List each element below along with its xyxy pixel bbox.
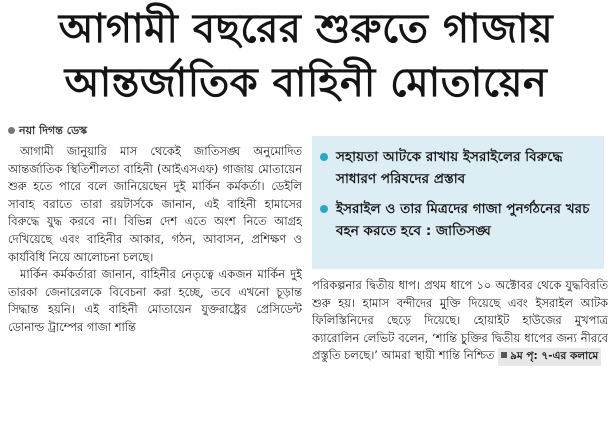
continuation-jump-text: ৯ম পৃ: ৭-এর কলামে [510,350,599,363]
article-column-left [8,143,302,435]
byline-bullet-icon [8,127,15,134]
byline [8,124,87,138]
article-paragraph-3-text: পরিকল্পনার দ্বিতীয় ধাপ। প্রথম ধাপে ১০ অক্টোবর থেকে যুদ্ধবিরতি শুরু হয়। হামাস বন্দীদের মুক্তি দিয়েছে এবং ইসরাইল আটক ফিলিস্তিনিদের ছেড়ে দিয়েছে। হোয়াইট হাউজের মুখপাত্র ক্যারোলিন লেভিট বলেন, ‘শান্তি চুক্তির দ্বিতীয় ধাপের জন্য নীরবে প্রস্তুতি চলছে।’ আমরা স্থায়ী শান্তি নিশ্চিত [312,278,608,363]
square-bullet-icon [501,352,507,358]
bullet-icon [320,153,328,161]
byline-text: নয়া দিগন্ত ডেস্ক [19,124,88,137]
highlight-item-text: সহায়তা আটকে রাখায় ইসরাইলের বিরুদ্ধে সাধারণ পরিষদের প্রস্তাব [336,149,563,187]
continuation-jump-link[interactable] [498,348,601,366]
headline-line-1: আগামী বছরের শুরুতে গাজায় [58,6,554,52]
headline [8,2,604,110]
headline-line-2: আন্তর্জাতিক বাহিনী মোতায়েন [64,60,548,106]
highlight-item [320,198,594,242]
article-column-right [312,277,608,435]
article-paragraph-3 [312,277,608,366]
article-paragraph-2: মার্কিন কর্মকর্তারা জানান, বাহিনীর নেতৃত্বে একজন মার্কিন দুই তারকা জেনারেলকে বিবেচনা করা হচ্ছে, তবে এখনো চূড়ান্ত সিদ্ধান্ত হয়নি। এই বাহিনী মোতায়েন যুক্তরাষ্ট্রের প্রেসিডেন্ট ডোনাল্ড ট্রাম্পের গাজা শান্তি [8,267,302,334]
highlight-box [312,136,604,269]
bullet-icon [320,205,328,213]
highlight-item [320,146,594,190]
highlight-item-text: ইসরাইল ও তার মিত্রদের গাজা পুনর্গঠনের খরচ বহন করতে হবে : জাতিসঙ্ঘ [336,201,590,239]
article-paragraph-1: আগামী জানুয়ারি মাস থেকেই জাতিসঙ্ঘ অনুমোদিত আন্তর্জাতিক স্থিতিশীলতা বাহিনী (আইএসএফ) গাজায় মোতায়েন শুরু হতে পারে বলে জানিয়েছেন দুই মার্কিন কর্মকর্তা। ডেইলি সাবাহ বরাতে তারা রয়টার্সকে জানান, এই বাহিনী হামাসের বিরুদ্ধে যুদ্ধ করবে না। বিভিন্ন দেশ এতে অংশ নিতে আগ্রহ দেখিয়েছে এবং বাহিনীর আকার, গঠন, আবাসন, প্রশিক্ষণ ও কার্যবিধি নিয়ে আলোচনা চলছে। [8,144,302,264]
